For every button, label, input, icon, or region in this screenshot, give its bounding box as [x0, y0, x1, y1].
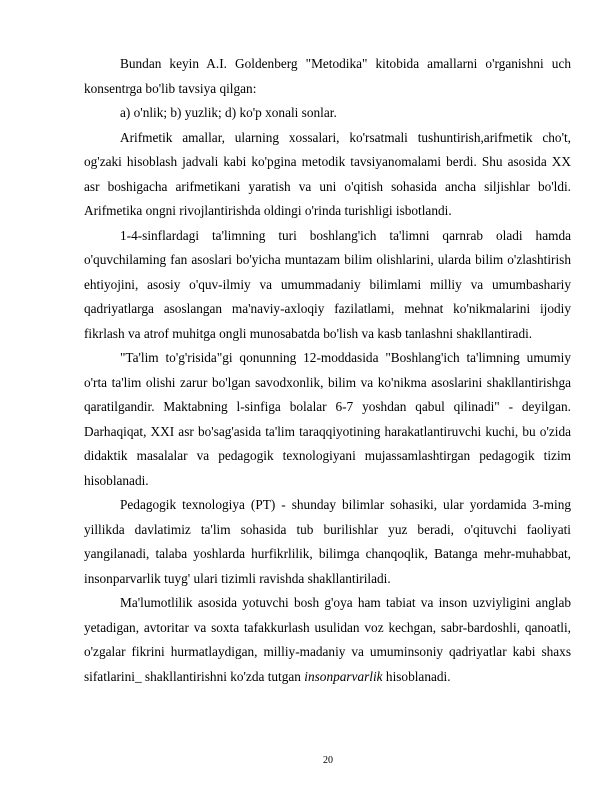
paragraph-humanism: [84, 591, 571, 689]
humanism-text-after: hisoblanadi.: [382, 668, 451, 684]
document-body: [84, 52, 571, 689]
paragraph-goldenberg-method: Bundan keyin A.I. Goldenberg "Metodika" kitobida amallarni o'rganishni uch konsentrga bo'lib tavsiya qilgan:: [84, 56, 571, 96]
humanism-text-before: Ma'lumotlilik asosida yotuvchi bosh g'oya ham tabiat va inson uzviyligini anglab yetadigan, avtoritar va soxta tafakkurlash usulidan voz kechgan, sabr-bardoshli, qanoatli, o'zgalar fikrini hurmatlaydigan, milliy-madaniy va umuminsoniy qadriyatlar kabi shaxs sifatlarini_ shakllantirishni ko'zda tutgan: [84, 595, 571, 684]
paragraph-primary-education: 1-4-sinflardagi ta'limning turi boshlang'ich ta'limni qarnrab oladi hamda o'quvchilaming fan asoslari bo'yicha muntazam bilim olishlarini, ularda bilim o'zlashtirish ehtiyojini, asosiy o'quv-ilmiy va umummadaniy bilimlami milliy va umumbashariy qadriyatlarga asoslangan ma'naviy-axloqiy fazilatlami, mehnat ko'nikmalarini ijodiy fikrlash va atrof muhitga ongli munosabatda bo'lish va kasb tanlashni shakllantiradi.: [84, 227, 571, 341]
paragraph-concentres-list: a) o'nlik; b) yuzlik; d) ko'p xonali sonlar.: [120, 105, 337, 120]
page-number: 20: [323, 755, 333, 766]
humanism-emphasis: insonparvarlik: [304, 668, 383, 684]
paragraph-arithmetic-operations: Arifmetik amallar, ularning xossalari, ko'rsatmali tushuntirish,arifmetik cho't, og'zaki hisoblash jadvali kabi ko'pgina metodik tavsiyanomalami berdi. Shu asosida XX asr boshigacha arifmetikani yaratish va uni o'qitish sohasida ancha siljishlar bo'ldi. Arifmetika ongni rivojlantirishda oldingi o'rinda turishligi isbotlandi.: [84, 129, 571, 218]
paragraph-pedagogical-technology: Pedagogik texnologiya (PT) - shunday bilimlar sohasiki, ular yordamida 3-ming yillikda davlatimiz ta'lim sohasida tub burilishlar yuz beradi, o'qituvchi faoliyati yangilanadi, talaba yoshlarda hurfikrlilik, bilimga chanqoqlik, Batanga mehr-muhabbat, insonparvarlik tuyg' ulari tizimli ravishda shakllantiriladi.: [84, 497, 571, 586]
paragraph-education-law: "Ta'lim to'g'risida"gi qonunning 12-moddasida "Boshlang'ich ta'limning umumiy o'rta ta'lim olishi zarur bo'lgan savodxonlik, bilim va ko'nikma asoslarini shakllantirishga qaratilgandir. Maktabning l-sinfiga bolalar 6-7 yoshdan qabul qilinadi" - deyilgan. Darhaqiqat, XXI asr bo'sag'asida ta'lim taraqqiyotining harakatlantiruvchi kuchi, bu o'zida didaktik masalalar va pedagogik texnologiyani mujassamlashtirgan pedagogik tizim hisoblanadi.: [84, 350, 571, 488]
